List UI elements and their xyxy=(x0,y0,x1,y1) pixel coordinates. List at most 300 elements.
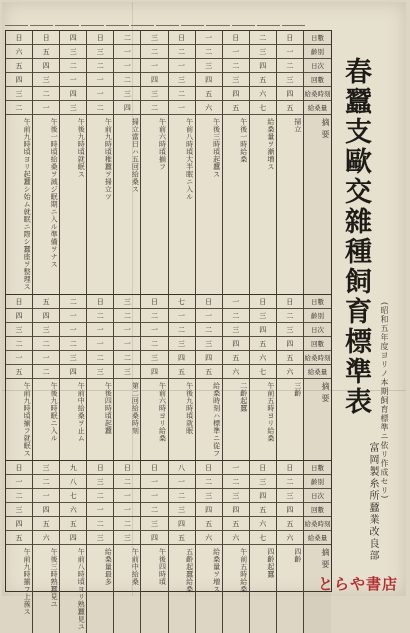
table-column xyxy=(196,461,223,633)
table-cell: 三 xyxy=(141,517,167,531)
table-cell: 三 xyxy=(114,365,140,379)
table-cell: 二 xyxy=(60,337,86,351)
table-cell: 二 xyxy=(33,365,59,379)
table-column xyxy=(87,31,114,294)
table-cell: 一 xyxy=(114,503,140,517)
table-cell: 一 xyxy=(141,323,167,337)
header-remark-label: 摘要 xyxy=(304,545,331,633)
table-cell: 二 xyxy=(196,323,222,337)
header-label: 齡別 xyxy=(304,475,331,489)
table-cell: 五 xyxy=(6,531,32,545)
table-cell: 日 xyxy=(277,461,303,475)
table-column xyxy=(6,31,33,294)
rearing-standard-table xyxy=(5,30,332,592)
table-cell: 八 xyxy=(169,461,195,475)
header-remark-label: 摘要 xyxy=(304,115,331,294)
table-cell: 六 xyxy=(33,531,59,545)
table-cell: 七 xyxy=(169,295,195,309)
table-cell: 一 xyxy=(87,73,113,87)
table-cell: 三 xyxy=(223,323,249,337)
table-cell: 一 xyxy=(223,45,249,59)
table-cell: 四 xyxy=(33,59,59,73)
table-cell: 五 xyxy=(277,517,303,531)
top-strip-cell xyxy=(131,12,154,26)
table-cell: 一 xyxy=(114,323,140,337)
header-label: 給桑時刻 xyxy=(304,351,331,365)
table-column xyxy=(169,31,196,294)
table-column xyxy=(114,461,141,633)
table-remark: 掃立當日ハ五回給桑ス xyxy=(114,115,140,294)
table-cell: 三 xyxy=(60,45,86,59)
top-strip-cell xyxy=(232,12,255,26)
table-cell: 二 xyxy=(87,517,113,531)
table-cell: 二 xyxy=(87,309,113,323)
table-cell: 二 xyxy=(114,517,140,531)
top-strip-cell xyxy=(55,12,78,26)
table-cell: 日 xyxy=(223,31,249,45)
table-cell: 一 xyxy=(169,475,195,489)
table-cell: 一 xyxy=(114,337,140,351)
table-cell: 三 xyxy=(33,73,59,87)
table-cell: 一 xyxy=(141,475,167,489)
table-cell: 五 xyxy=(196,365,222,379)
table-cell: 五 xyxy=(250,337,276,351)
table-column xyxy=(250,295,277,460)
table-remark: 午前八時頃大半眠ニ入ル xyxy=(169,115,195,294)
header-label: 齡別 xyxy=(304,309,331,323)
table-cell: 二 xyxy=(87,101,113,115)
document-sheet xyxy=(2,2,406,596)
table-cell: 六 xyxy=(60,503,86,517)
top-strip xyxy=(5,12,305,26)
table-cell: 二 xyxy=(114,475,140,489)
table-cell: 二 xyxy=(114,351,140,365)
table-column xyxy=(196,295,223,460)
table-cell: 一 xyxy=(223,295,249,309)
table-cell: 六 xyxy=(250,351,276,365)
table-cell: 四 xyxy=(277,503,303,517)
header-label: 日次 xyxy=(304,59,331,73)
table-cell: 三 xyxy=(87,365,113,379)
table-remark: 午後一時給桑 xyxy=(223,115,249,294)
table-column xyxy=(223,295,250,460)
table-remark: 三齡 xyxy=(277,379,303,460)
table-cell: 二 xyxy=(223,309,249,323)
table-cell: 五 xyxy=(196,517,222,531)
table-cell: 三 xyxy=(87,531,113,545)
publisher: 富岡製糸所蠶業改良部 xyxy=(365,442,380,562)
table-cell: 一 xyxy=(277,45,303,59)
table-cell: 二 xyxy=(141,101,167,115)
table-cell: 四 xyxy=(6,517,32,531)
table-column xyxy=(223,461,250,633)
table-column xyxy=(141,31,168,294)
table-cell: 七 xyxy=(250,531,276,545)
table-cell: 四 xyxy=(196,351,222,365)
table-band xyxy=(6,295,331,461)
table-cell: 三 xyxy=(60,351,86,365)
table-cell: 一 xyxy=(87,87,113,101)
top-strip-cell xyxy=(81,12,104,26)
table-cell: 三 xyxy=(196,489,222,503)
header-label: 回數 xyxy=(304,73,331,87)
shop-watermark: とらや書店 xyxy=(318,573,398,594)
table-cell: 二 xyxy=(114,309,140,323)
table-remark: 掃立 xyxy=(277,115,303,294)
table-remark: 午前九時揃フ上蔟ス xyxy=(6,545,32,633)
table-cell: 五 xyxy=(169,531,195,545)
table-column xyxy=(6,461,33,633)
table-cell: 二 xyxy=(196,45,222,59)
table-cell: 七 xyxy=(250,101,276,115)
table-column xyxy=(141,461,168,633)
table-cell: 三 xyxy=(6,87,32,101)
table-cell: 日 xyxy=(87,461,113,475)
table-cell: 四 xyxy=(223,503,249,517)
table-cell: 二 xyxy=(141,45,167,59)
table-cell: 四 xyxy=(169,517,195,531)
table-cell: 一 xyxy=(114,59,140,73)
table-cell: 二 xyxy=(169,489,195,503)
table-remark: 午後九時眠ニ入ル xyxy=(33,379,59,460)
table-cell: 日 xyxy=(250,295,276,309)
table-column xyxy=(33,31,60,294)
table-cell: 日 xyxy=(277,295,303,309)
table-cell: 二 xyxy=(277,59,303,73)
table-cell: 二 xyxy=(60,295,86,309)
table-remark: 午前六時頃揃フ xyxy=(141,115,167,294)
table-cell: 二 xyxy=(223,59,249,73)
table-cell: 三 xyxy=(87,475,113,489)
table-cell: 一 xyxy=(60,323,86,337)
table-cell: 日 xyxy=(6,295,32,309)
table-cell: 三 xyxy=(141,87,167,101)
table-cell: 一 xyxy=(141,489,167,503)
table-cell: 五 xyxy=(223,517,249,531)
table-cell: 日 xyxy=(6,31,32,45)
table-cell: 一 xyxy=(141,59,167,73)
header-label: 給桑量 xyxy=(304,531,331,545)
table-column xyxy=(33,295,60,460)
table-cell: 五 xyxy=(6,365,32,379)
top-strip-cell xyxy=(5,12,28,26)
header-remark-label: 摘要 xyxy=(304,379,331,460)
table-cell: 一 xyxy=(196,31,222,45)
table-cell: 三 xyxy=(250,475,276,489)
table-remark: 午後四時頃 xyxy=(141,545,167,633)
table-cell: 二 xyxy=(141,503,167,517)
table-cell: 三 xyxy=(250,309,276,323)
table-cell: 四 xyxy=(60,531,86,545)
table-cell: 二 xyxy=(87,351,113,365)
table-column xyxy=(60,31,87,294)
header-label: 日數 xyxy=(304,31,331,45)
table-cell: 一 xyxy=(87,337,113,351)
table-cell: 四 xyxy=(141,73,167,87)
table-cell: 二 xyxy=(223,475,249,489)
table-cell: 一 xyxy=(223,461,249,475)
table-cell: 一 xyxy=(87,323,113,337)
table-cell: 三 xyxy=(277,489,303,503)
table-cell: 五 xyxy=(250,503,276,517)
table-cell: 四 xyxy=(6,73,32,87)
document-note: (昭和五年度ヨリノ本期飼育標準ニ依リ作成セリ) xyxy=(379,302,390,499)
table-remark: 給桑量最多 xyxy=(87,545,113,633)
table-remark: 給桑時刻ハ標準ニ從フ xyxy=(196,379,222,460)
header-label: 給桑量 xyxy=(304,101,331,115)
table-cell: 六 xyxy=(196,101,222,115)
table-cell: 六 xyxy=(250,517,276,531)
table-cell: 二 xyxy=(33,87,59,101)
table-cell: 六 xyxy=(223,531,249,545)
table-cell: 六 xyxy=(223,365,249,379)
table-remark: 午後四時頃起蠶 xyxy=(87,379,113,460)
table-cell: 六 xyxy=(196,531,222,545)
header-label: 回數 xyxy=(304,337,331,351)
table-cell: 一 xyxy=(60,309,86,323)
table-cell: 日 xyxy=(87,295,113,309)
table-remark: 午後三時熟蠶見ユ xyxy=(33,545,59,633)
table-cell: 二 xyxy=(33,337,59,351)
table-cell: 五 xyxy=(277,351,303,365)
table-remark: 午後九時頃就眠 xyxy=(169,379,195,460)
table-remark: 午前九時頃揃フ就眠ス xyxy=(6,379,32,460)
table-remark: 午後一時頃給桑ヲ減ジ眠期ニ入ル準備ヲナス xyxy=(33,115,59,294)
table-cell: 二 xyxy=(33,475,59,489)
table-cell: 三 xyxy=(169,503,195,517)
table-cell: 日 xyxy=(114,461,140,475)
table-remark: 午前中給桑 xyxy=(114,545,140,633)
table-column xyxy=(223,31,250,294)
table-column xyxy=(141,295,168,460)
table-column xyxy=(60,461,87,633)
table-cell: 三 xyxy=(169,337,195,351)
table-cell: 二 xyxy=(60,59,86,73)
header-label: 日次 xyxy=(304,489,331,503)
table-cell: 三 xyxy=(87,45,113,59)
table-cell: 日 xyxy=(6,461,32,475)
table-cell: 四 xyxy=(60,31,86,45)
table-cell: 四 xyxy=(250,323,276,337)
table-cell: 日 xyxy=(196,461,222,475)
table-cell: 三 xyxy=(114,531,140,545)
table-remark: 午後九時頃就眠ス xyxy=(60,115,86,294)
table-cell: 七 xyxy=(60,489,86,503)
table-cell: 三 xyxy=(277,73,303,87)
table-cell: 三 xyxy=(196,59,222,73)
table-cell: 一 xyxy=(196,309,222,323)
table-cell: 五 xyxy=(33,295,59,309)
header-label: 回數 xyxy=(304,503,331,517)
table-column xyxy=(169,461,196,633)
table-header-column xyxy=(304,461,331,633)
top-strip-cell xyxy=(181,12,204,26)
top-strip-cell xyxy=(156,12,179,26)
table-cell: 日 xyxy=(33,31,59,45)
header-label: 給桑量 xyxy=(304,365,331,379)
table-cell: 四 xyxy=(33,503,59,517)
table-cell: 二 xyxy=(6,337,32,351)
table-cell: 四 xyxy=(141,365,167,379)
table-cell: 日 xyxy=(87,31,113,45)
table-cell: 一 xyxy=(33,351,59,365)
table-cell: 五 xyxy=(223,351,249,365)
table-cell: 一 xyxy=(60,73,86,87)
table-cell: 五 xyxy=(277,101,303,115)
header-label: 給桑時刻 xyxy=(304,517,331,531)
table-cell: 日 xyxy=(141,461,167,475)
table-column xyxy=(169,295,196,460)
table-cell: 五 xyxy=(250,73,276,87)
table-remark: 給桑量ヲ増ス xyxy=(196,545,222,633)
table-header-column xyxy=(304,295,331,460)
table-cell: 一 xyxy=(169,101,195,115)
table-cell: 三 xyxy=(33,461,59,475)
table-cell: 一 xyxy=(33,101,59,115)
table-cell: 八 xyxy=(60,475,86,489)
table-column xyxy=(33,461,60,633)
table-cell: 五 xyxy=(33,45,59,59)
table-cell: 三 xyxy=(6,323,32,337)
table-remark: 給桑量ヲ漸増ス xyxy=(250,115,276,294)
top-strip-cell xyxy=(206,12,229,26)
table-cell: 三 xyxy=(6,503,32,517)
table-cell: 六 xyxy=(277,531,303,545)
top-strip-cell xyxy=(257,12,280,26)
table-column xyxy=(250,31,277,294)
header-label: 齡別 xyxy=(304,45,331,59)
table-remark: 四齡起蠶 xyxy=(250,545,276,633)
table-cell: 五 xyxy=(223,101,249,115)
table-cell: 二 xyxy=(87,59,113,73)
table-cell: 一 xyxy=(169,309,195,323)
table-cell: 一 xyxy=(6,475,32,489)
table-cell: 四 xyxy=(250,489,276,503)
table-remark: 午前五時給桑 xyxy=(223,545,249,633)
table-cell: 三 xyxy=(114,87,140,101)
table-cell: 二 xyxy=(169,323,195,337)
table-cell: 三 xyxy=(60,101,86,115)
table-cell: 二 xyxy=(196,475,222,489)
table-remark: 午前八時頃ヨリ熟蠶見ユ xyxy=(60,545,86,633)
table-cell: 五 xyxy=(33,517,59,531)
table-cell: 三 xyxy=(114,295,140,309)
table-cell: 四 xyxy=(60,87,86,101)
table-cell: 二 xyxy=(277,475,303,489)
table-column xyxy=(87,461,114,633)
table-cell: 二 xyxy=(6,101,32,115)
table-cell: 五 xyxy=(6,59,32,73)
table-cell: 四 xyxy=(114,101,140,115)
table-cell: 六 xyxy=(6,45,32,59)
table-band xyxy=(6,461,331,633)
table-cell: 一 xyxy=(87,503,113,517)
table-cell: 二 xyxy=(114,73,140,87)
table-cell: 四 xyxy=(277,337,303,351)
table-column xyxy=(250,461,277,633)
table-band xyxy=(6,31,331,295)
table-header-column xyxy=(304,31,331,294)
top-strip-cell xyxy=(282,12,305,26)
table-cell: 日 xyxy=(141,295,167,309)
table-cell: 三 xyxy=(141,351,167,365)
table-cell: 二 xyxy=(87,489,113,503)
table-remark: 午前九時頃稚蠶ヲ掃立ツ xyxy=(87,115,113,294)
table-cell: 二 xyxy=(169,87,195,101)
table-cell: 五 xyxy=(60,517,86,531)
table-cell: 三 xyxy=(196,337,222,351)
table-cell: 五 xyxy=(169,365,195,379)
table-cell: 四 xyxy=(277,87,303,101)
table-cell: 四 xyxy=(6,309,32,323)
table-cell: 四 xyxy=(223,337,249,351)
table-cell: 二 xyxy=(6,489,32,503)
table-column xyxy=(114,295,141,460)
table-column xyxy=(277,295,304,460)
table-cell: 四 xyxy=(141,531,167,545)
table-remark: 四齡 xyxy=(277,545,303,633)
table-cell: 日 xyxy=(277,31,303,45)
table-cell: 一 xyxy=(33,489,59,503)
table-cell: 三 xyxy=(33,323,59,337)
table-cell: 二 xyxy=(277,309,303,323)
table-cell: 三 xyxy=(223,489,249,503)
table-cell: 三 xyxy=(277,323,303,337)
table-column xyxy=(196,31,223,294)
table-remark: 午後三時頃起蠶ス xyxy=(196,115,222,294)
table-cell: 四 xyxy=(196,503,222,517)
table-cell: 日 xyxy=(169,31,195,45)
table-remark: 二齡起蠶 xyxy=(223,379,249,460)
table-cell: 三 xyxy=(223,73,249,87)
table-cell: 四 xyxy=(169,351,195,365)
table-remark: 午前中給桑ヲ止ム xyxy=(60,379,86,460)
table-cell: 六 xyxy=(277,365,303,379)
top-strip-cell xyxy=(106,12,129,26)
table-cell: 四 xyxy=(33,309,59,323)
table-cell: 四 xyxy=(60,365,86,379)
table-cell: 四 xyxy=(223,87,249,101)
table-cell: 七 xyxy=(250,365,276,379)
table-remark: 午前五時ヨリ給桑 xyxy=(250,379,276,460)
header-label: 日數 xyxy=(304,295,331,309)
table-cell: 日 xyxy=(250,461,276,475)
table-column xyxy=(114,31,141,294)
table-cell: 一 xyxy=(114,45,140,59)
header-label: 日次 xyxy=(304,323,331,337)
table-cell: 四 xyxy=(250,59,276,73)
table-cell: 三 xyxy=(250,45,276,59)
table-cell: 二 xyxy=(114,31,140,45)
table-cell: 三 xyxy=(141,31,167,45)
table-column xyxy=(6,295,33,460)
table-remark: 午前九時頃ヨリ起蠶シ始ム就眠ニ際シ蠶座ヲ整理ス xyxy=(6,115,32,294)
table-remark: 午前六時ヨリ給桑 xyxy=(141,379,167,460)
table-cell: 九 xyxy=(60,461,86,475)
document-title: 春蠶支歐交雜種飼育標準表 xyxy=(339,57,371,417)
table-cell: 二 xyxy=(141,337,167,351)
table-remark: 第二回給桑時刻 xyxy=(114,379,140,460)
table-column xyxy=(87,295,114,460)
table-cell: 二 xyxy=(141,309,167,323)
table-cell: 二 xyxy=(250,31,276,45)
table-column xyxy=(277,31,304,294)
table-column xyxy=(277,461,304,633)
header-label: 給桑時刻 xyxy=(304,87,331,101)
header-label: 日數 xyxy=(304,461,331,475)
table-cell: 六 xyxy=(250,87,276,101)
table-column xyxy=(60,295,87,460)
